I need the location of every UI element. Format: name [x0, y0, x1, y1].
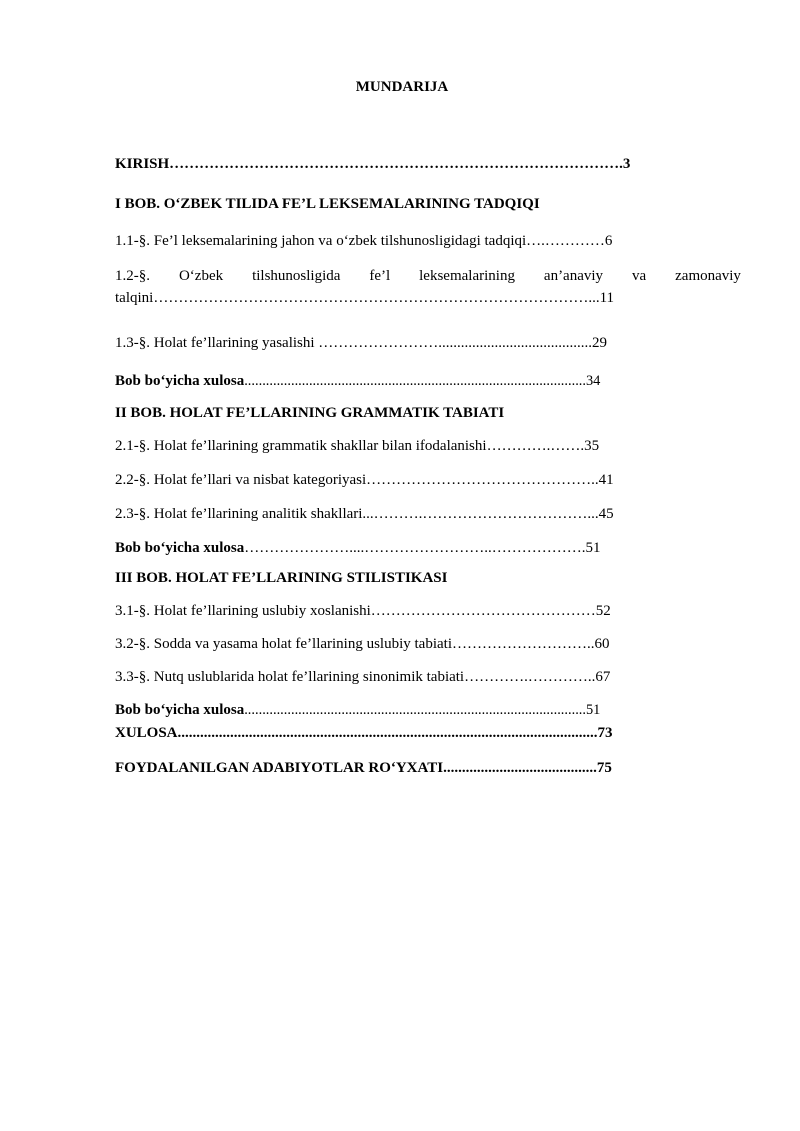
toc-entry-kirish: KIRISH……………………………………………………………………………….3	[115, 156, 631, 172]
toc-entry-1-2	[115, 265, 741, 309]
toc-entry-2-3: 2.3-§. Holat fe’llarining analitik shakllari...……….……………………………...45	[115, 506, 614, 522]
page-title: MUNDARIJA	[355, 79, 449, 95]
toc-entry-xulosa: XULOSA................................................................................................................73	[115, 725, 613, 741]
word: O‘zbek	[178, 268, 224, 284]
toc-entry-chapter-1-summary	[115, 372, 741, 390]
summary-leader: ...............................................................................................51	[244, 702, 601, 718]
summary-leader: …………………....……………………..……………….51	[244, 540, 601, 556]
toc-entry-bibliography: FOYDALANILGAN ADABIYOTLAR RO‘YXATI.........................................75	[115, 760, 612, 776]
toc-entry-chapter-3-summary	[115, 701, 741, 719]
toc-entry-2-2: 2.2-§. Holat fe’llari va nisbat kategoriyasi………………………………………..41	[115, 472, 614, 488]
toc-chapter-1-heading: I BOB. O‘ZBEK TILIDA FE’L LEKSEMALARINING TADQIQI	[115, 196, 540, 212]
summary-label: Bob bo‘yicha xulosa	[115, 702, 245, 718]
toc-entry-3-3: 3.3-§. Nutq uslublarida holat fe’llarining sinonimik tabiati………….…………..67	[115, 669, 611, 685]
toc-entry-1-2-line-2: talqini……………………………………………………………………………...11	[115, 290, 615, 306]
summary-label: Bob bo‘yicha xulosa	[115, 373, 245, 389]
toc-entry-3-2: 3.2-§. Sodda va yasama holat fe’llarining uslubiy tabiati………………………..60	[115, 636, 610, 652]
word: va	[632, 268, 647, 284]
summary-label: Bob bo‘yicha xulosa	[115, 540, 245, 556]
toc-chapter-2-heading: II BOB. HOLAT FE’LLARINING GRAMMATIK TABIATI	[115, 405, 505, 421]
toc-entry-1-2-line-1	[115, 265, 741, 287]
toc-entry-1-3: 1.3-§. Holat fe’llarining yasalishi …………………….........................................29	[115, 335, 608, 351]
word: zamonaviy	[675, 268, 741, 284]
toc-entry-chapter-2-summary	[115, 539, 741, 557]
toc-chapter-3-heading: III BOB. HOLAT FE’LLARINING STILISTIKASI	[115, 570, 448, 586]
toc-entry-2-1: 2.1-§. Holat fe’llarining grammatik shakllar bilan ifodalanishi………….…….35	[115, 438, 600, 454]
toc-entry-1-1: 1.1-§. Fe’l leksemalarining jahon va o‘zbek tilshunosligidagi tadqiqi….…………6	[115, 233, 613, 249]
word: leksemalarining	[419, 268, 515, 284]
word: 1.2-§.	[115, 268, 150, 284]
summary-leader: ...............................................................................................34	[244, 373, 601, 389]
word: tilshunosligida	[252, 268, 341, 284]
toc-entry-3-1: 3.1-§. Holat fe’llarining uslubiy xoslanishi………………………………………52	[115, 603, 611, 619]
word: an’anaviy	[543, 268, 604, 284]
word: fe’l	[369, 268, 391, 284]
